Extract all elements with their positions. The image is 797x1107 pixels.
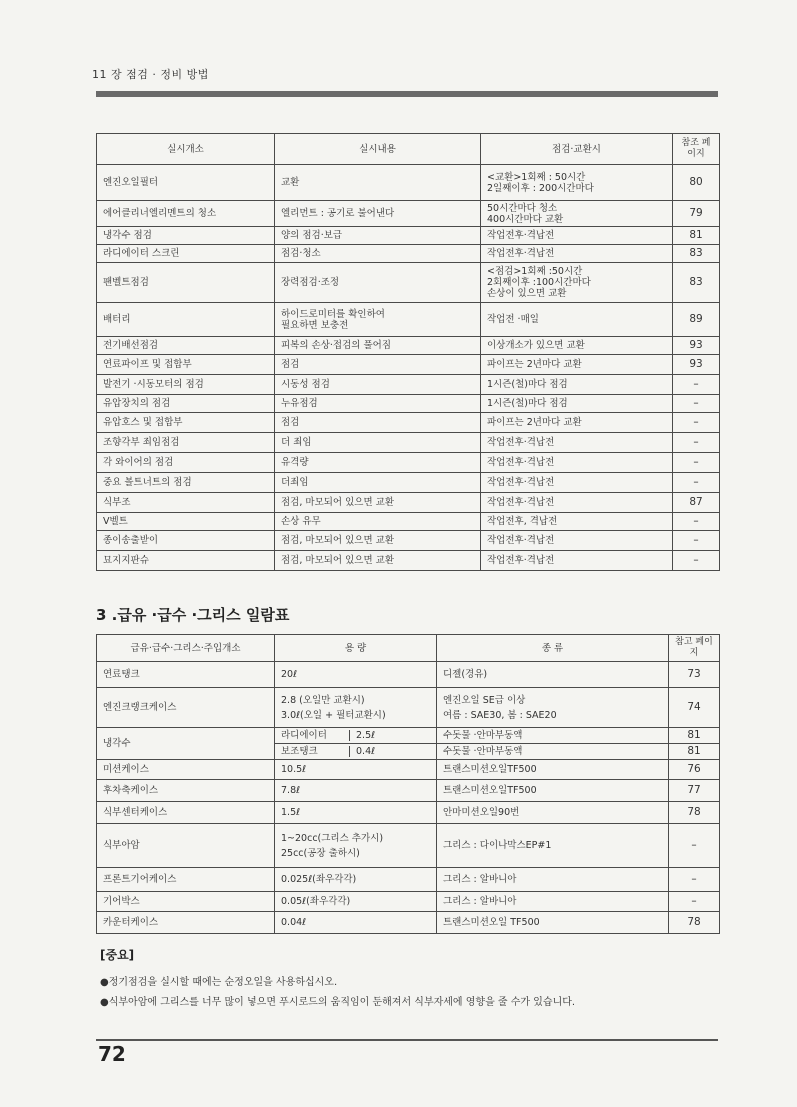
table-row [97, 165, 720, 201]
cell-page: 73 [669, 662, 720, 688]
cell-interval: 1시즌(철)마다 점검 [481, 395, 673, 413]
table-row [97, 227, 720, 245]
cell-type: 트랜스미션오일 TF500 [437, 912, 669, 934]
column-header-type: 종 류 [437, 635, 669, 662]
chapter-header: 11 장 점검 · 정비 방법 [92, 68, 209, 81]
footer-rule [96, 1039, 718, 1041]
cell-type: 트랜스미션오일TF500 [437, 780, 669, 802]
table-row [97, 263, 720, 303]
cell-content: 양의 점검·보급 [275, 227, 481, 245]
table-row [97, 355, 720, 375]
table-row [97, 395, 720, 413]
cell-page: 89 [673, 303, 720, 337]
cell-interval: 작업전후·격납전 [481, 245, 673, 263]
table-row [97, 760, 720, 780]
cell-type: 트랜스미션오일TF500 [437, 760, 669, 780]
cell-amount: 10.5ℓ [275, 760, 437, 780]
cell-amount: 20ℓ [275, 662, 437, 688]
cell-amount: 1.5ℓ [275, 802, 437, 824]
cell-interval: 작업전후·격납전 [481, 433, 673, 453]
cell-type: 그리스 : 알바니아 [437, 868, 669, 892]
cell-content: 엘리먼트 : 공기로 불어낸다 [275, 201, 481, 227]
cell-interval: 작업전후·격납전 [481, 227, 673, 245]
cell-type: 디젤(경유) [437, 662, 669, 688]
cell-page: – [669, 892, 720, 912]
cell-page: 93 [673, 337, 720, 355]
table-row [97, 868, 720, 892]
cell-page: 80 [673, 165, 720, 201]
cell-page: – [669, 868, 720, 892]
cell-location: 카운터케이스 [97, 912, 275, 934]
cell-page: – [673, 453, 720, 473]
cell-interval: 작업전 ·매일 [481, 303, 673, 337]
column-header-interval: 점검·교환시 [481, 134, 673, 165]
cell-page: – [669, 824, 720, 868]
cell-location: 엔진크랭크케이스 [97, 688, 275, 728]
cell-page: – [673, 433, 720, 453]
cell-location: 후차축케이스 [97, 780, 275, 802]
cell-content: 점검 [275, 413, 481, 433]
cell-interval: <교환>1회째 : 50시간 2일째이후 : 200시간마다 [481, 165, 673, 201]
table-row [97, 375, 720, 395]
cell-page: 78 [669, 802, 720, 824]
inspection-table [96, 133, 720, 571]
cell-location: 발전기 ·시동모터의 점검 [97, 375, 275, 395]
cell-location: 배터리 [97, 303, 275, 337]
cell-interval: 작업전후·격납전 [481, 551, 673, 571]
cell-location: 냉각수 점검 [97, 227, 275, 245]
coolant-part-qty: 0.4ℓ [356, 746, 376, 757]
cell-location: V벨트 [97, 513, 275, 531]
cell-location: 연료파이프 및 접합부 [97, 355, 275, 375]
table-row [97, 802, 720, 824]
cell-page: – [673, 395, 720, 413]
coolant-part-qty: 2.5ℓ [356, 730, 376, 741]
cell-interval: 파이프는 2년마다 교환 [481, 413, 673, 433]
header-rule [96, 91, 718, 97]
table-row [97, 780, 720, 802]
coolant-part-label: 보조탱크 [281, 746, 350, 757]
cell-location: 팬벨트점검 [97, 263, 275, 303]
cell-page: – [673, 375, 720, 395]
cell-content: 장력점검·조정 [275, 263, 481, 303]
cell-location: 에어클리너엘리멘트의 청소 [97, 201, 275, 227]
cell-interval: 1시즌(철)마다 점검 [481, 375, 673, 395]
note-item: ●정기점검을 실시할 때에는 순정오일을 사용하십시오. [100, 977, 338, 988]
cell-interval: 파이프는 2년마다 교환 [481, 355, 673, 375]
table-row [97, 493, 720, 513]
cell-location: 냉각수 [97, 728, 275, 760]
cell-page: 78 [669, 912, 720, 934]
cell-location: 기어박스 [97, 892, 275, 912]
cell-interval: 작업전후·격납전 [481, 493, 673, 513]
column-header-content: 실시내용 [275, 134, 481, 165]
cell-location: 식부센터케이스 [97, 802, 275, 824]
cell-location: 유압장치의 점검 [97, 395, 275, 413]
table-row [97, 531, 720, 551]
cell-page: – [673, 551, 720, 571]
column-header-amount: 용 량 [275, 635, 437, 662]
cell-interval: 작업전후·격납전 [481, 473, 673, 493]
cell-content: 점검, 마모되어 있으면 교환 [275, 531, 481, 551]
cell-page: 93 [673, 355, 720, 375]
cell-location: 유압호스 및 접합부 [97, 413, 275, 433]
notes-title: [중요] [100, 948, 135, 962]
cell-location: 연료탱크 [97, 662, 275, 688]
cell-interval: 작업전후, 격납전 [481, 513, 673, 531]
cell-location: 각 와이어의 점검 [97, 453, 275, 473]
table-row [97, 688, 720, 728]
cell-amount: 2.8 (오일만 교환시) 3.0ℓ(오일 + 필터교환시) [275, 688, 437, 728]
table-row [97, 551, 720, 571]
column-header-location: 급유·급수·그리스·주입개소 [97, 635, 275, 662]
cell-amount: 0.025ℓ(좌우각각) [275, 868, 437, 892]
cell-location: 라디에이터 스크린 [97, 245, 275, 263]
cell-location: 묘지지판슈 [97, 551, 275, 571]
cell-amount: 1~20cc(그리스 추가시) 25cc(공장 출하시) [275, 824, 437, 868]
cell-interval: 이상개소가 있으면 교환 [481, 337, 673, 355]
cell-location: 조향각부 죄임점검 [97, 433, 275, 453]
cell-location: 중요 볼트너트의 점검 [97, 473, 275, 493]
cell-page: 79 [673, 201, 720, 227]
cell-page: – [673, 473, 720, 493]
cell-content: 유격량 [275, 453, 481, 473]
section-title: 3 .급유 ·급수 ·그리스 일람표 [96, 606, 290, 624]
cell-page: 83 [673, 263, 720, 303]
column-header-page: 참고 페이지 [669, 635, 720, 662]
table-header-row [97, 635, 720, 662]
cell-type: 엔진오일 SE급 이상 여름 : SAE30, 봄 : SAE20 [437, 688, 669, 728]
cell-page: 81 [673, 227, 720, 245]
cell-amount [275, 728, 437, 744]
cell-content: 더죄임 [275, 473, 481, 493]
table-row [97, 303, 720, 337]
cell-content: 점검, 마모되어 있으면 교환 [275, 493, 481, 513]
table-row [97, 245, 720, 263]
table-row [97, 662, 720, 688]
table-header-row [97, 134, 720, 165]
cell-type: 그리스 : 알바니아 [437, 892, 669, 912]
cell-page: – [673, 413, 720, 433]
table-row [97, 337, 720, 355]
cell-content: 시동성 점검 [275, 375, 481, 395]
cell-content: 교환 [275, 165, 481, 201]
cell-page: 74 [669, 688, 720, 728]
cell-page: 81 [669, 744, 720, 760]
table-row [97, 728, 720, 744]
cell-page: – [673, 513, 720, 531]
cell-location: 프론트기어케이스 [97, 868, 275, 892]
cell-content: 하이드로미터를 확인하여 필요하면 보충전 [275, 303, 481, 337]
cell-interval: 작업전후·격납전 [481, 453, 673, 473]
cell-type: 그리스 : 다이나막스EP#1 [437, 824, 669, 868]
cell-amount: 7.8ℓ [275, 780, 437, 802]
cell-content: 더 죄임 [275, 433, 481, 453]
cell-content: 누유점검 [275, 395, 481, 413]
table-row [97, 413, 720, 433]
cell-type: 수돗물 ·안마부동액 [437, 728, 669, 744]
cell-content: 점검 [275, 355, 481, 375]
table-row [97, 892, 720, 912]
table-row [97, 453, 720, 473]
table-row [97, 473, 720, 493]
table-row [97, 824, 720, 868]
cell-location: 종이송출받이 [97, 531, 275, 551]
cell-content: 점검·청소 [275, 245, 481, 263]
cell-amount: 0.04ℓ [275, 912, 437, 934]
cell-interval: 작업전후·격납전 [481, 531, 673, 551]
cell-page: 87 [673, 493, 720, 513]
cell-type: 수돗물 ·안마부동액 [437, 744, 669, 760]
note-item: ●식부아암에 그리스를 너무 많이 넣으면 푸시로드의 움직임이 둔해져서 식부자세에 영향을 줄 수가 있습니다. [100, 997, 576, 1008]
table-row [97, 513, 720, 531]
cell-page: 81 [669, 728, 720, 744]
cell-type: 안마미션오일90번 [437, 802, 669, 824]
cell-page: 76 [669, 760, 720, 780]
cell-location: 전기배선점검 [97, 337, 275, 355]
column-header-page: 참조 페이지 [673, 134, 720, 165]
page-number: 72 [98, 1042, 126, 1066]
table-row [97, 201, 720, 227]
cell-page: – [673, 531, 720, 551]
column-header-location: 실시개소 [97, 134, 275, 165]
cell-amount [275, 744, 437, 760]
lubrication-table [96, 634, 720, 934]
cell-location: 미션케이스 [97, 760, 275, 780]
cell-interval: <점검>1회째 :50시간 2회째이후 :100시간마다 손상이 있으면 교환 [481, 263, 673, 303]
cell-location: 식부조 [97, 493, 275, 513]
cell-content: 피복의 손상·접검의 풀어짐 [275, 337, 481, 355]
table-row [97, 912, 720, 934]
table-row [97, 433, 720, 453]
cell-page: 77 [669, 780, 720, 802]
cell-location: 엔진오일필터 [97, 165, 275, 201]
coolant-part-label: 라디에이터 [281, 730, 350, 741]
cell-amount: 0.05ℓ(좌우각각) [275, 892, 437, 912]
cell-content: 점검, 마모되어 있으면 교환 [275, 551, 481, 571]
cell-content: 손상 유무 [275, 513, 481, 531]
cell-location: 식부아암 [97, 824, 275, 868]
cell-page: 83 [673, 245, 720, 263]
cell-interval: 50시간마다 청소 400시간마다 교환 [481, 201, 673, 227]
